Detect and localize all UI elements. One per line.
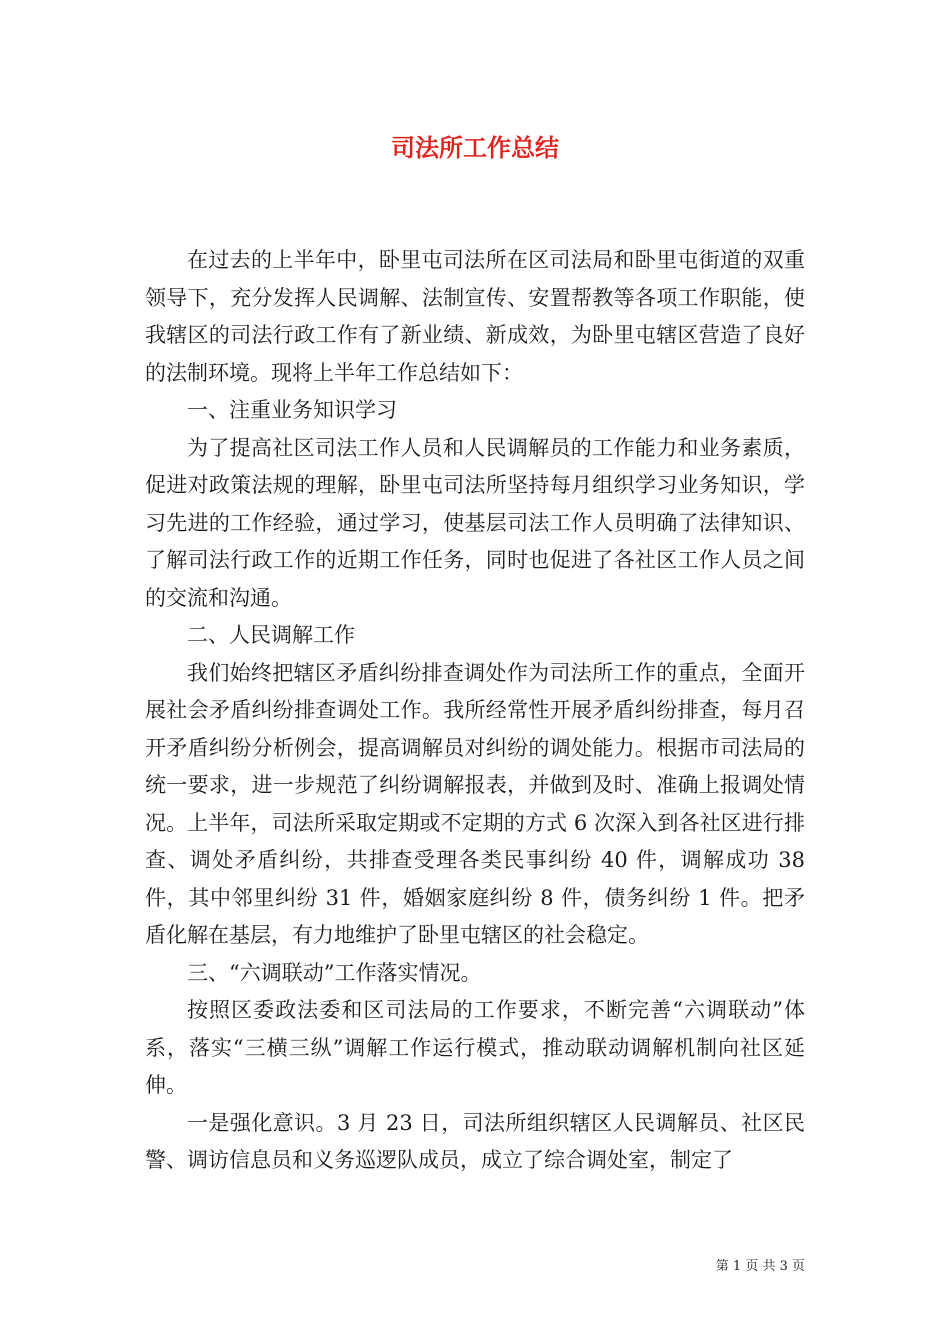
- paragraph-awareness: 一是强化意识。3 月 23 日，司法所组织辖区人民调解员、社区民警、调访信息员和义务巡逻队成员，成立了综合调处室，制定了: [145, 1110, 805, 1172]
- paragraph-study: 为了提高社区司法工作人员和人民调解员的工作能力和业务素质，促进对政策法规的理解，卧里屯司法所坚持每月组织学习业务知识，学习先进的工作经验，通过学习，使基层司法工作人员明确了法律知识、了解司法行政工作的近期工作任务，同时也促进了各社区工作人员之间的交流和沟通。: [145, 435, 805, 610]
- paragraph-linkage: 按照区委政法委和区司法局的工作要求，不断完善“六调联动”体系，落实“三横三纵”调解工作运行模式，推动联动调解机制向社区延伸。: [145, 998, 805, 1097]
- section-heading-2: 二、人民调解工作: [187, 623, 355, 647]
- section-heading-1: 一、注重业务知识学习: [187, 398, 397, 422]
- paragraph-intro: 在过去的上半年中，卧里屯司法所在区司法局和卧里屯街道的双重领导下，充分发挥人民调解、法制宣传、安置帮教等各项工作职能，使我辖区的司法行政工作有了新业绩、新成效，为卧里屯辖区营造了良好的法制环境。现将上半年工作总结如下：: [145, 248, 805, 385]
- page-number: 第 1 页 共 3 页: [715, 1259, 805, 1274]
- document-title: 司法所工作总结: [391, 134, 559, 162]
- paragraph-mediation: 我们始终把辖区矛盾纠纷排查调处作为司法所工作的重点，全面开展社会矛盾纠纷排查调处工作。我所经常性开展矛盾纠纷排查，每月召开矛盾纠纷分析例会，提高调解员对纠纷的调处能力。根据市司法局的统一要求，进一步规范了纠纷调解报表，并做到及时、准确上报调处情况。上半年，司法所采取定期或不定期的方式 6 次深入到各社区进行排查、调处矛盾纠纷，共排查受理各类民事纠纷 40 件，调解成功 38 件，其中邻里纠纷 31 件，婚姻家庭纠纷 8 件，债务纠纷 1 件。把矛盾化解在基层，有力地维护了卧里屯辖区的社会稳定。: [145, 660, 805, 947]
- section-heading-3: 三、“六调联动”工作落实情况。: [187, 960, 482, 985]
- document-body: [145, 242, 805, 1180]
